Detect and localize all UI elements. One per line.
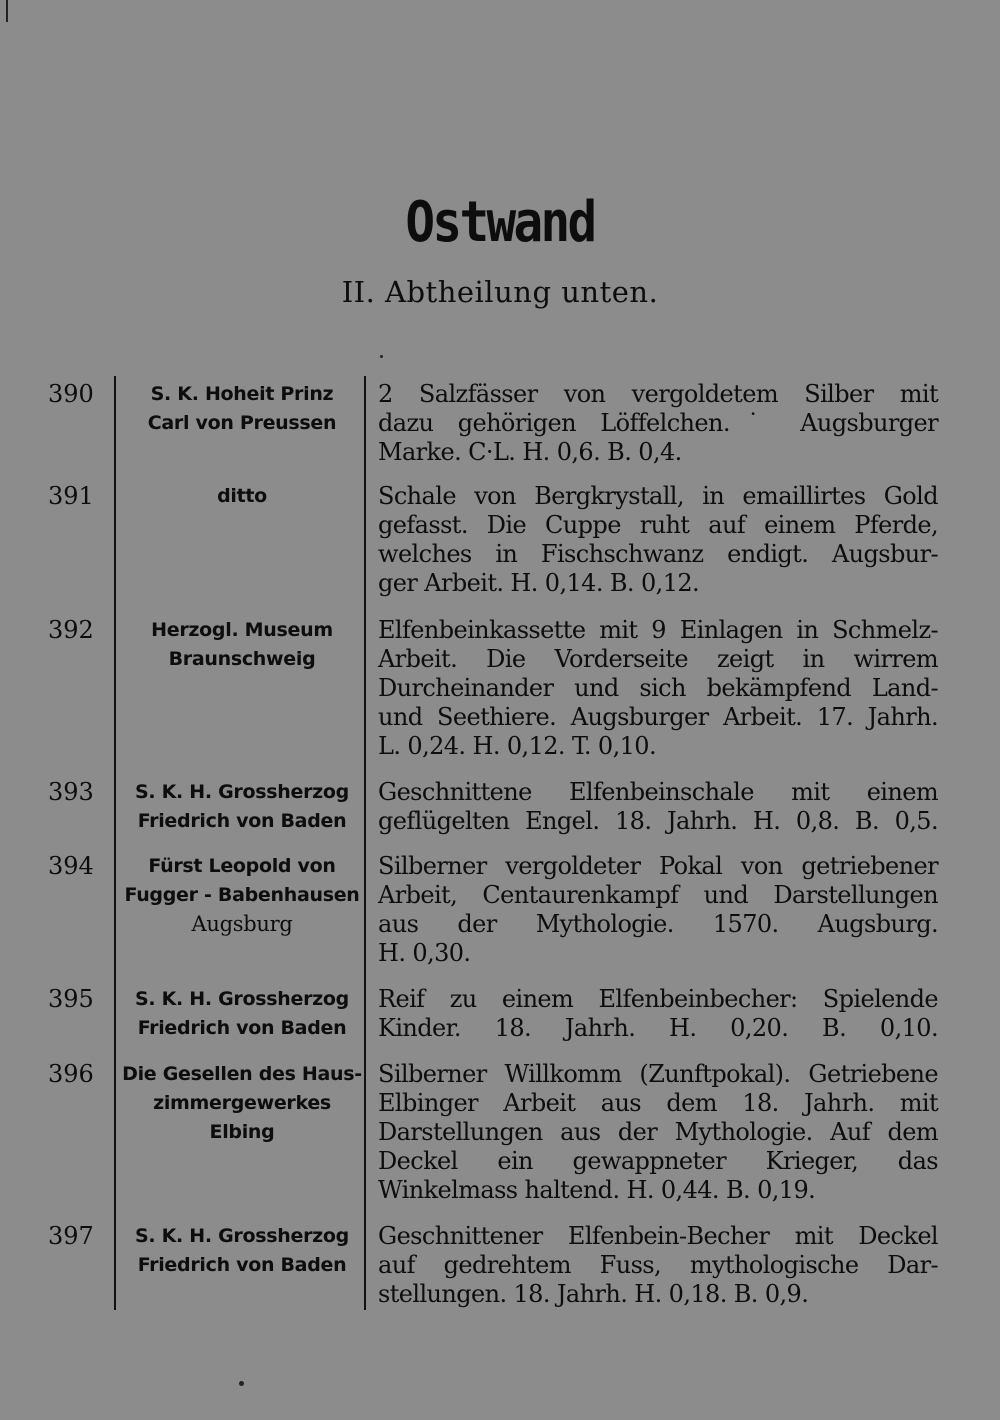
lender [122, 1060, 362, 1147]
lender-line: S. K. Hoheit Prinz [150, 383, 334, 405]
lender-line: Carl von Preussen [147, 412, 337, 434]
description-line: Marke. C·L. H. 0,6. B. 0,4. [378, 438, 682, 466]
lender-line: Elbing [209, 1121, 275, 1143]
lender-line: Friedrich von Baden [137, 810, 347, 832]
description [378, 1060, 938, 1205]
entry-number: 396 [48, 1060, 94, 1088]
entry-number: 391 [48, 482, 94, 510]
lender [122, 852, 362, 939]
description-line: Geschnittener Elfenbein-Becher mit Deckel [378, 1222, 938, 1250]
description-line: Reif zu einem Elfenbeinbecher: Spielende [378, 985, 938, 1013]
description-line: Geschnittene Elfenbeinschale mit einem [378, 778, 938, 806]
description-line: Arbeit. Die Vorderseite zeigt in wirrem [378, 645, 938, 673]
lender-line: Friedrich von Baden [137, 1017, 347, 1039]
entry-number: 394 [48, 852, 94, 880]
lender [122, 482, 362, 511]
description-line: Arbeit, Centaurenkampf und Darstellungen [378, 881, 938, 909]
description-line: L. 0,24. H. 0,12. T. 0,10. [378, 732, 656, 760]
column-rule-middle [364, 376, 366, 1310]
entry-number: 392 [48, 616, 94, 644]
entry-number: 397 [48, 1222, 94, 1250]
description-line: gefasst. Die Cuppe ruht auf einem Pferde, [378, 511, 938, 539]
entry-number: 393 [48, 778, 94, 806]
description [378, 616, 938, 761]
section-subtitle: II. Abtheilung unten. [341, 275, 659, 309]
lender-line: Die Gesellen des Haus- [122, 1063, 362, 1085]
description-line: und Seethiere. Augsburger Arbeit. 17. Jahrh. [378, 703, 938, 731]
description [378, 1222, 938, 1309]
lender-line: Fugger - Babenhausen [124, 884, 360, 906]
description-line: geflügelten Engel. 18. Jahrh. H. 0,8. B. 0,5. [378, 807, 938, 835]
description-line: Silberner Willkomm (Zunftpokal). Getriebene [378, 1060, 938, 1088]
description [378, 778, 938, 836]
column-rule-left [114, 376, 116, 1310]
lender-line: ditto [217, 485, 267, 507]
lender-line: Friedrich von Baden [137, 1254, 347, 1276]
scan-speck [239, 1381, 244, 1386]
lender-line: S. K. H. Grossherzog [135, 988, 349, 1010]
lender-line: Herzogl. Museum [151, 619, 333, 641]
description [378, 482, 938, 598]
description-line: 2 Salzfässer von vergoldetem Silber mit [378, 380, 938, 408]
lender-line: S. K. H. Grossherzog [135, 1225, 349, 1247]
description-line: Winkelmass haltend. H. 0,44. B. 0,19. [378, 1176, 816, 1204]
description-line: aus der Mythologie. 1570. Augsburg. [378, 910, 938, 938]
description-line: Durcheinander und sich bekämpfend Land- [378, 674, 938, 702]
description-line: stellungen. 18. Jahrh. H. 0,18. B. 0,9. [378, 1280, 809, 1308]
description-line: Schale von Bergkrystall, in emaillirtes Gold [378, 482, 938, 510]
lender [122, 778, 362, 836]
description [378, 380, 938, 467]
lender [122, 380, 362, 438]
lender-line: zimmergewerkes [153, 1092, 331, 1114]
description-line: dazu gehörigen Löffelchen.˙ Augsburger [378, 409, 938, 437]
lender [122, 1222, 362, 1280]
description-line: Kinder. 18. Jahrh. H. 0,20. B. 0,10. [378, 1014, 938, 1042]
entry-number: 390 [48, 380, 94, 408]
description-line: Darstellungen aus der Mythologie. Auf dem [378, 1118, 938, 1146]
page-title: Ostwand [405, 190, 595, 255]
lender-line: S. K. H. Grossherzog [135, 781, 349, 803]
description-line: ger Arbeit. H. 0,14. B. 0,12. [378, 569, 700, 597]
lender [122, 985, 362, 1043]
description-line: Silberner vergoldeter Pokal von getriebener [378, 852, 938, 880]
description-line: Deckel ein gewappneter Krieger, das [378, 1147, 938, 1175]
entry-number: 395 [48, 985, 94, 1013]
lender-line: Augsburg [191, 912, 293, 936]
lender-line: Fürst Leopold von [148, 855, 336, 877]
lender [122, 616, 362, 674]
description-line: Elfenbeinkassette mit 9 Einlagen in Schmelz- [378, 616, 938, 644]
description [378, 985, 938, 1043]
description [378, 852, 938, 968]
scan-speck [380, 355, 383, 358]
scan-speck [6, 0, 8, 22]
description-line: auf gedrehtem Fuss, mythologische Dar- [378, 1251, 938, 1279]
lender-line: Braunschweig [168, 648, 316, 670]
description-line: Elbinger Arbeit aus dem 18. Jahrh. mit [378, 1089, 938, 1117]
description-line: welches in Fischschwanz endigt. Augsbur- [378, 540, 938, 568]
description-line: H. 0,30. [378, 939, 471, 967]
